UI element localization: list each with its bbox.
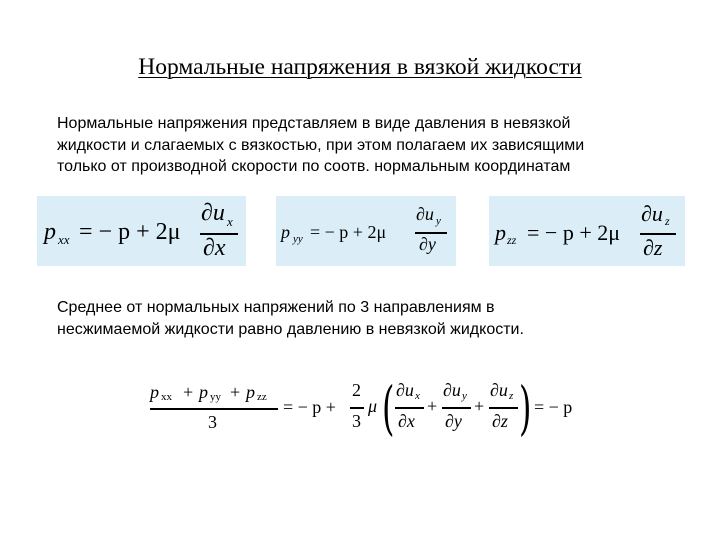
- right-paren: ): [519, 374, 532, 442]
- mean-line: несжимаемой жидкости равно давлению в невязкой жидкости.: [57, 320, 524, 338]
- term-fraction-bar: [442, 407, 471, 409]
- coef-fraction-bar: [350, 407, 364, 409]
- mean-line: Среднее от нормальных напряжений по 3 направлениям в: [57, 299, 495, 316]
- term-numerator: ∂u: [396, 380, 414, 400]
- intro-line: жидкости и слагаемых с вязкостью, при этом полагаем их зависящими: [57, 136, 585, 154]
- mean-num-sub: zz: [257, 391, 267, 403]
- coef-denominator: 3: [352, 411, 361, 431]
- formula-pzz: [489, 196, 685, 266]
- formula-pyy: [276, 196, 456, 266]
- formula-numerator: ∂u: [641, 201, 663, 226]
- formula-lhs: p: [44, 219, 56, 245]
- formula-numerator-sub: y: [436, 215, 441, 227]
- intro-paragraph: [57, 113, 677, 178]
- term-plus: +: [474, 396, 485, 416]
- mean-num-p: p: [199, 382, 208, 402]
- term-numerator-sub: x: [415, 390, 420, 402]
- term-numerator-sub: y: [462, 390, 467, 402]
- coef-numerator: 2: [352, 380, 361, 400]
- left-paren: (: [382, 374, 395, 442]
- term-fraction-bar: [395, 407, 424, 409]
- formula-lhs-sub: yy: [293, 233, 303, 245]
- term-plus: +: [427, 396, 438, 416]
- formula-numerator-sub: z: [665, 214, 670, 228]
- term-denominator: ∂y: [445, 411, 462, 431]
- term-numerator: ∂u: [443, 380, 461, 400]
- formula-rhs: = − p + 2μ: [527, 220, 621, 245]
- formula-numerator: ∂u: [416, 204, 434, 224]
- formula-lhs: p: [281, 222, 290, 242]
- formula-lhs: p: [495, 220, 506, 245]
- mean-fraction-bar: [150, 408, 278, 410]
- mean-paragraph: [57, 297, 677, 340]
- formula-rhs: = − p + 2μ: [310, 222, 387, 242]
- mean-num-plus: +: [183, 382, 194, 402]
- term-fraction-bar: [489, 407, 518, 409]
- formula-lhs-sub: xx: [58, 232, 70, 247]
- intro-line: Нормальные напряжения представляем в виде давления в невязкой: [57, 115, 571, 132]
- formula-rhs: = − p + 2μ: [79, 219, 181, 245]
- formula-denominator: ∂y: [419, 234, 436, 254]
- mean-num-plus: +: [230, 382, 241, 402]
- formula-lhs-sub: zz: [507, 233, 517, 247]
- mean-denominator: 3: [208, 412, 217, 432]
- formula-numerator: ∂u: [201, 200, 225, 226]
- mean-result: = − p: [534, 397, 573, 417]
- formula-denominator: ∂x: [203, 235, 226, 261]
- term-numerator: ∂u: [490, 380, 508, 400]
- intro-line: только от производной скорости по соотв. нормальным координатам: [57, 158, 571, 175]
- formula-denominator: ∂z: [643, 235, 663, 260]
- mean-rhs1: = − p +: [283, 397, 336, 417]
- slide-title: Нормальные напряжения в вязкой жидкости: [138, 54, 582, 80]
- term-numerator-sub: z: [509, 390, 514, 402]
- term-denominator: ∂x: [398, 411, 415, 431]
- formula-pxx: [37, 196, 246, 266]
- term-denominator: ∂z: [492, 411, 508, 431]
- mean-num-p: p: [150, 382, 159, 402]
- mean-formula: [150, 376, 600, 446]
- mean-num-p: p: [246, 382, 255, 402]
- mu-symbol: μ: [368, 396, 378, 416]
- mean-num-sub: yy: [210, 391, 221, 403]
- formula-numerator-sub: x: [227, 214, 233, 229]
- mean-num-sub: xx: [161, 391, 172, 403]
